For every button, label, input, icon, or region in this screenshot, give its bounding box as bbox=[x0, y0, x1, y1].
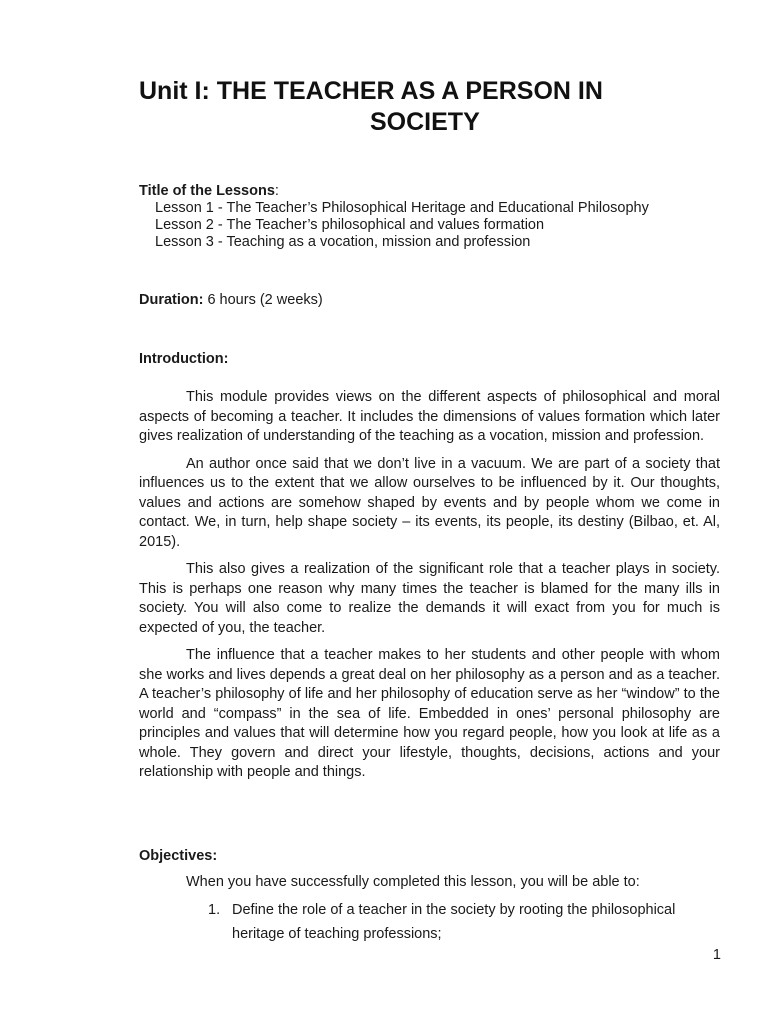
introduction-heading: Introduction: bbox=[139, 351, 229, 367]
objective-number: 1. bbox=[208, 902, 221, 918]
introduction-body bbox=[139, 388, 720, 791]
lessons-label-colon: : bbox=[274, 183, 279, 199]
lesson-item-2: Lesson 2 - The Teacher’s philosophical and values formation bbox=[155, 217, 545, 233]
lessons-heading bbox=[139, 183, 739, 200]
lesson-item-3: Lesson 3 - Teaching as a vocation, mission and profession bbox=[155, 234, 531, 250]
introduction-paragraph-4: The influence that a teacher makes to her students and other people with whom she works and lives depends a great deal on her philosophy as a person and as a teacher. A teacher’s philosophy of life and her philosophy of education serve as her “window” to the world and “compass” in the sea of life. Embedded in ones’ personal philosophy are principles and values that will determine how you regard people, how you look at life as a whole. They govern and direct your lifestyle, thoughts, decisions, actions and your relationship with people and things. bbox=[139, 647, 720, 780]
lessons-label: Title of the Lessons bbox=[139, 183, 275, 199]
unit-title-line-2: SOCIETY bbox=[370, 108, 480, 136]
lessons-section bbox=[139, 183, 739, 251]
unit-title bbox=[139, 76, 699, 138]
objectives-intro: When you have successfully completed this lesson, you will be able to: bbox=[186, 874, 640, 890]
unit-title-line-1: Unit I: THE TEACHER AS A PERSON IN bbox=[139, 77, 603, 105]
objective-text: Define the role of a teacher in the society by rooting the philosophical heritage of teaching professions; bbox=[232, 902, 676, 942]
objectives-list bbox=[208, 898, 728, 946]
duration-label: Duration: bbox=[139, 292, 204, 308]
duration-value: 6 hours (2 weeks) bbox=[203, 292, 323, 308]
page-number: 1 bbox=[712, 947, 721, 963]
objectives-heading: Objectives: bbox=[139, 848, 218, 864]
introduction-paragraph-1: This module provides views on the different aspects of philosophical and moral aspects of becoming a teacher. It includes the dimensions of values formation which later gives realization of understanding of the teaching as a vocation, mission and profession. bbox=[139, 389, 720, 444]
introduction-paragraph-2: An author once said that we don’t live in a vacuum. We are part of a society that influences us to the extent that we allow ourselves to be influenced by it. Our thoughts, values and actions are somehow shaped by events and by people whom we come in contact. We, in turn, help shape society – its events, its people, its destiny (Bilbao, et. Al, 2015). bbox=[139, 455, 720, 550]
duration-line bbox=[139, 292, 323, 309]
introduction-paragraph-3: This also gives a realization of the significant role that a teacher plays in society. This is perhaps one reason why many times the teacher is blamed for the many ills in society. You will also come to realize the demands it will exact from you for much is expected of you, the teacher. bbox=[139, 561, 720, 636]
lesson-item-1: Lesson 1 - The Teacher’s Philosophical Heritage and Educational Philosophy bbox=[155, 200, 649, 216]
objective-item-1 bbox=[208, 898, 728, 946]
